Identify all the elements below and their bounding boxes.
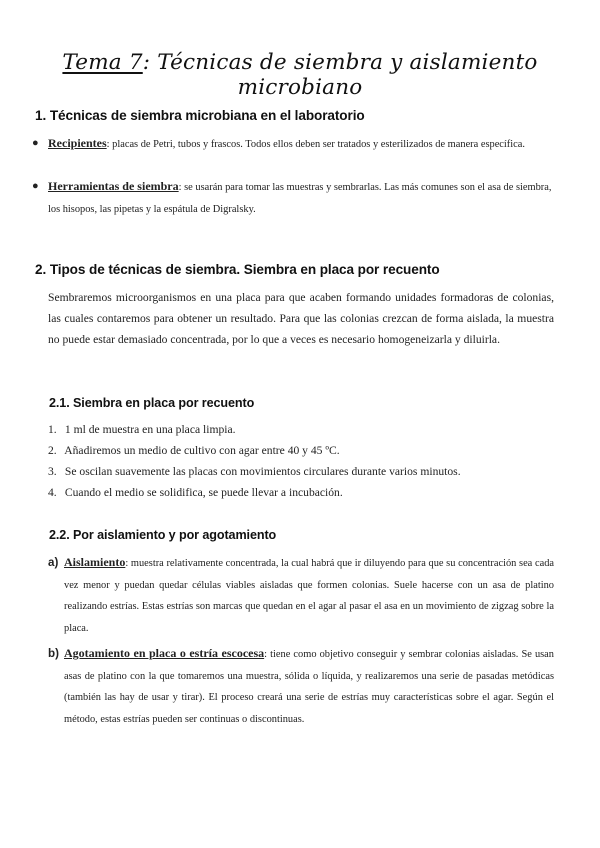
bullet-item-recipientes: [32, 133, 554, 156]
bullet-text: : placas de Petri, tubos y frascos. Todos ellos deben ser tratados y esterilizados de manera específica.: [106, 139, 525, 150]
sub22-heading: 2.2. Por aislamiento y por agotamiento: [49, 528, 277, 542]
list-item: [48, 461, 554, 482]
alpha-text: : muestra relativamente concentrada, la cual habrá que ir diluyendo para que su concentración sea cada vez menor y puedan quedar células viables aisladas que formen colonias. Suele hacerse con un asa de platino realizando estrías. Estas estrías son marcas que quedan en el agar al pasar el asa en un movimiento de zigzag sobre la placa.: [64, 558, 554, 634]
bullet-icon: ●: [32, 180, 39, 192]
title-lead: Tema 7: [62, 50, 143, 75]
list-item: [48, 482, 554, 503]
title-rest: : Técnicas de siembra y aislamiento microbiano: [142, 50, 538, 100]
bullet-term: Recipientes: [48, 136, 107, 150]
alpha-text: : tiene como objetivo conseguir y sembrar colonias aisladas. Se usan asas de platino con la que tomaremos una muestra, sólida o líquida, y realizaremos una serie de pasadas metódicas (también las hay de usar y tirar). El proceso creará una serie de estrías muy características sobre el agar. Según el método, estas estrías pueden ser continuas o discontinuas.: [64, 649, 554, 725]
list-number: 2.: [48, 444, 57, 457]
bullet-item-herramientas: [32, 176, 554, 220]
list-number: 4.: [48, 486, 57, 499]
alpha-label: a): [48, 556, 59, 569]
section1-heading: 1. Técnicas de siembra microbiana en el laboratorio: [35, 108, 365, 123]
list-text: Añadiremos un medio de cultivo con agar entre 40 y 45 ºC.: [64, 444, 340, 457]
list-item: [48, 419, 554, 440]
list-number: 1.: [48, 423, 57, 436]
bullet-icon: ●: [32, 137, 39, 149]
bullet-term: Herramientas de siembra: [48, 179, 179, 193]
sub21-heading: 2.1. Siembra en placa por recuento: [49, 396, 255, 410]
alpha-term: Aislamiento: [64, 555, 126, 569]
list-text: Se oscilan suavemente las placas con movimientos circulares durante varios minutos.: [64, 465, 461, 478]
section2-paragraph: Sembraremos microorganismos en una placa para que acaben formando unidades formadoras de colonias, las cuales contaremos para obtener un resultado. Para que las colonias crezcan de forma aislada, la muestra no puede estar demasiado concentrada, por lo que a veces es necesario homogeneizarla y diluirla.: [48, 291, 554, 346]
list-text: Cuando el medio se solidifica, se puede llevar a incubación.: [64, 486, 343, 499]
list-text: 1 ml de muestra en una placa limpia.: [64, 423, 236, 436]
alpha-label: b): [48, 647, 59, 660]
bullet-text: : se usarán para tomar las muestras y sembrarlas. Las más comunes son el asa de siembra, los hisopos, las pipetas y la espátula de Digralsky.: [48, 182, 552, 215]
alpha-item-agotamiento: [48, 643, 554, 727]
list-item: [48, 440, 554, 461]
alpha-item-aislamiento: [48, 552, 554, 636]
alpha-term: Agotamiento en placa o estría escocesa: [64, 646, 265, 660]
section2-heading: 2. Tipos de técnicas de siembra. Siembra en placa por recuento: [35, 262, 440, 277]
list-number: 3.: [48, 465, 57, 478]
document-title: [0, 50, 600, 100]
